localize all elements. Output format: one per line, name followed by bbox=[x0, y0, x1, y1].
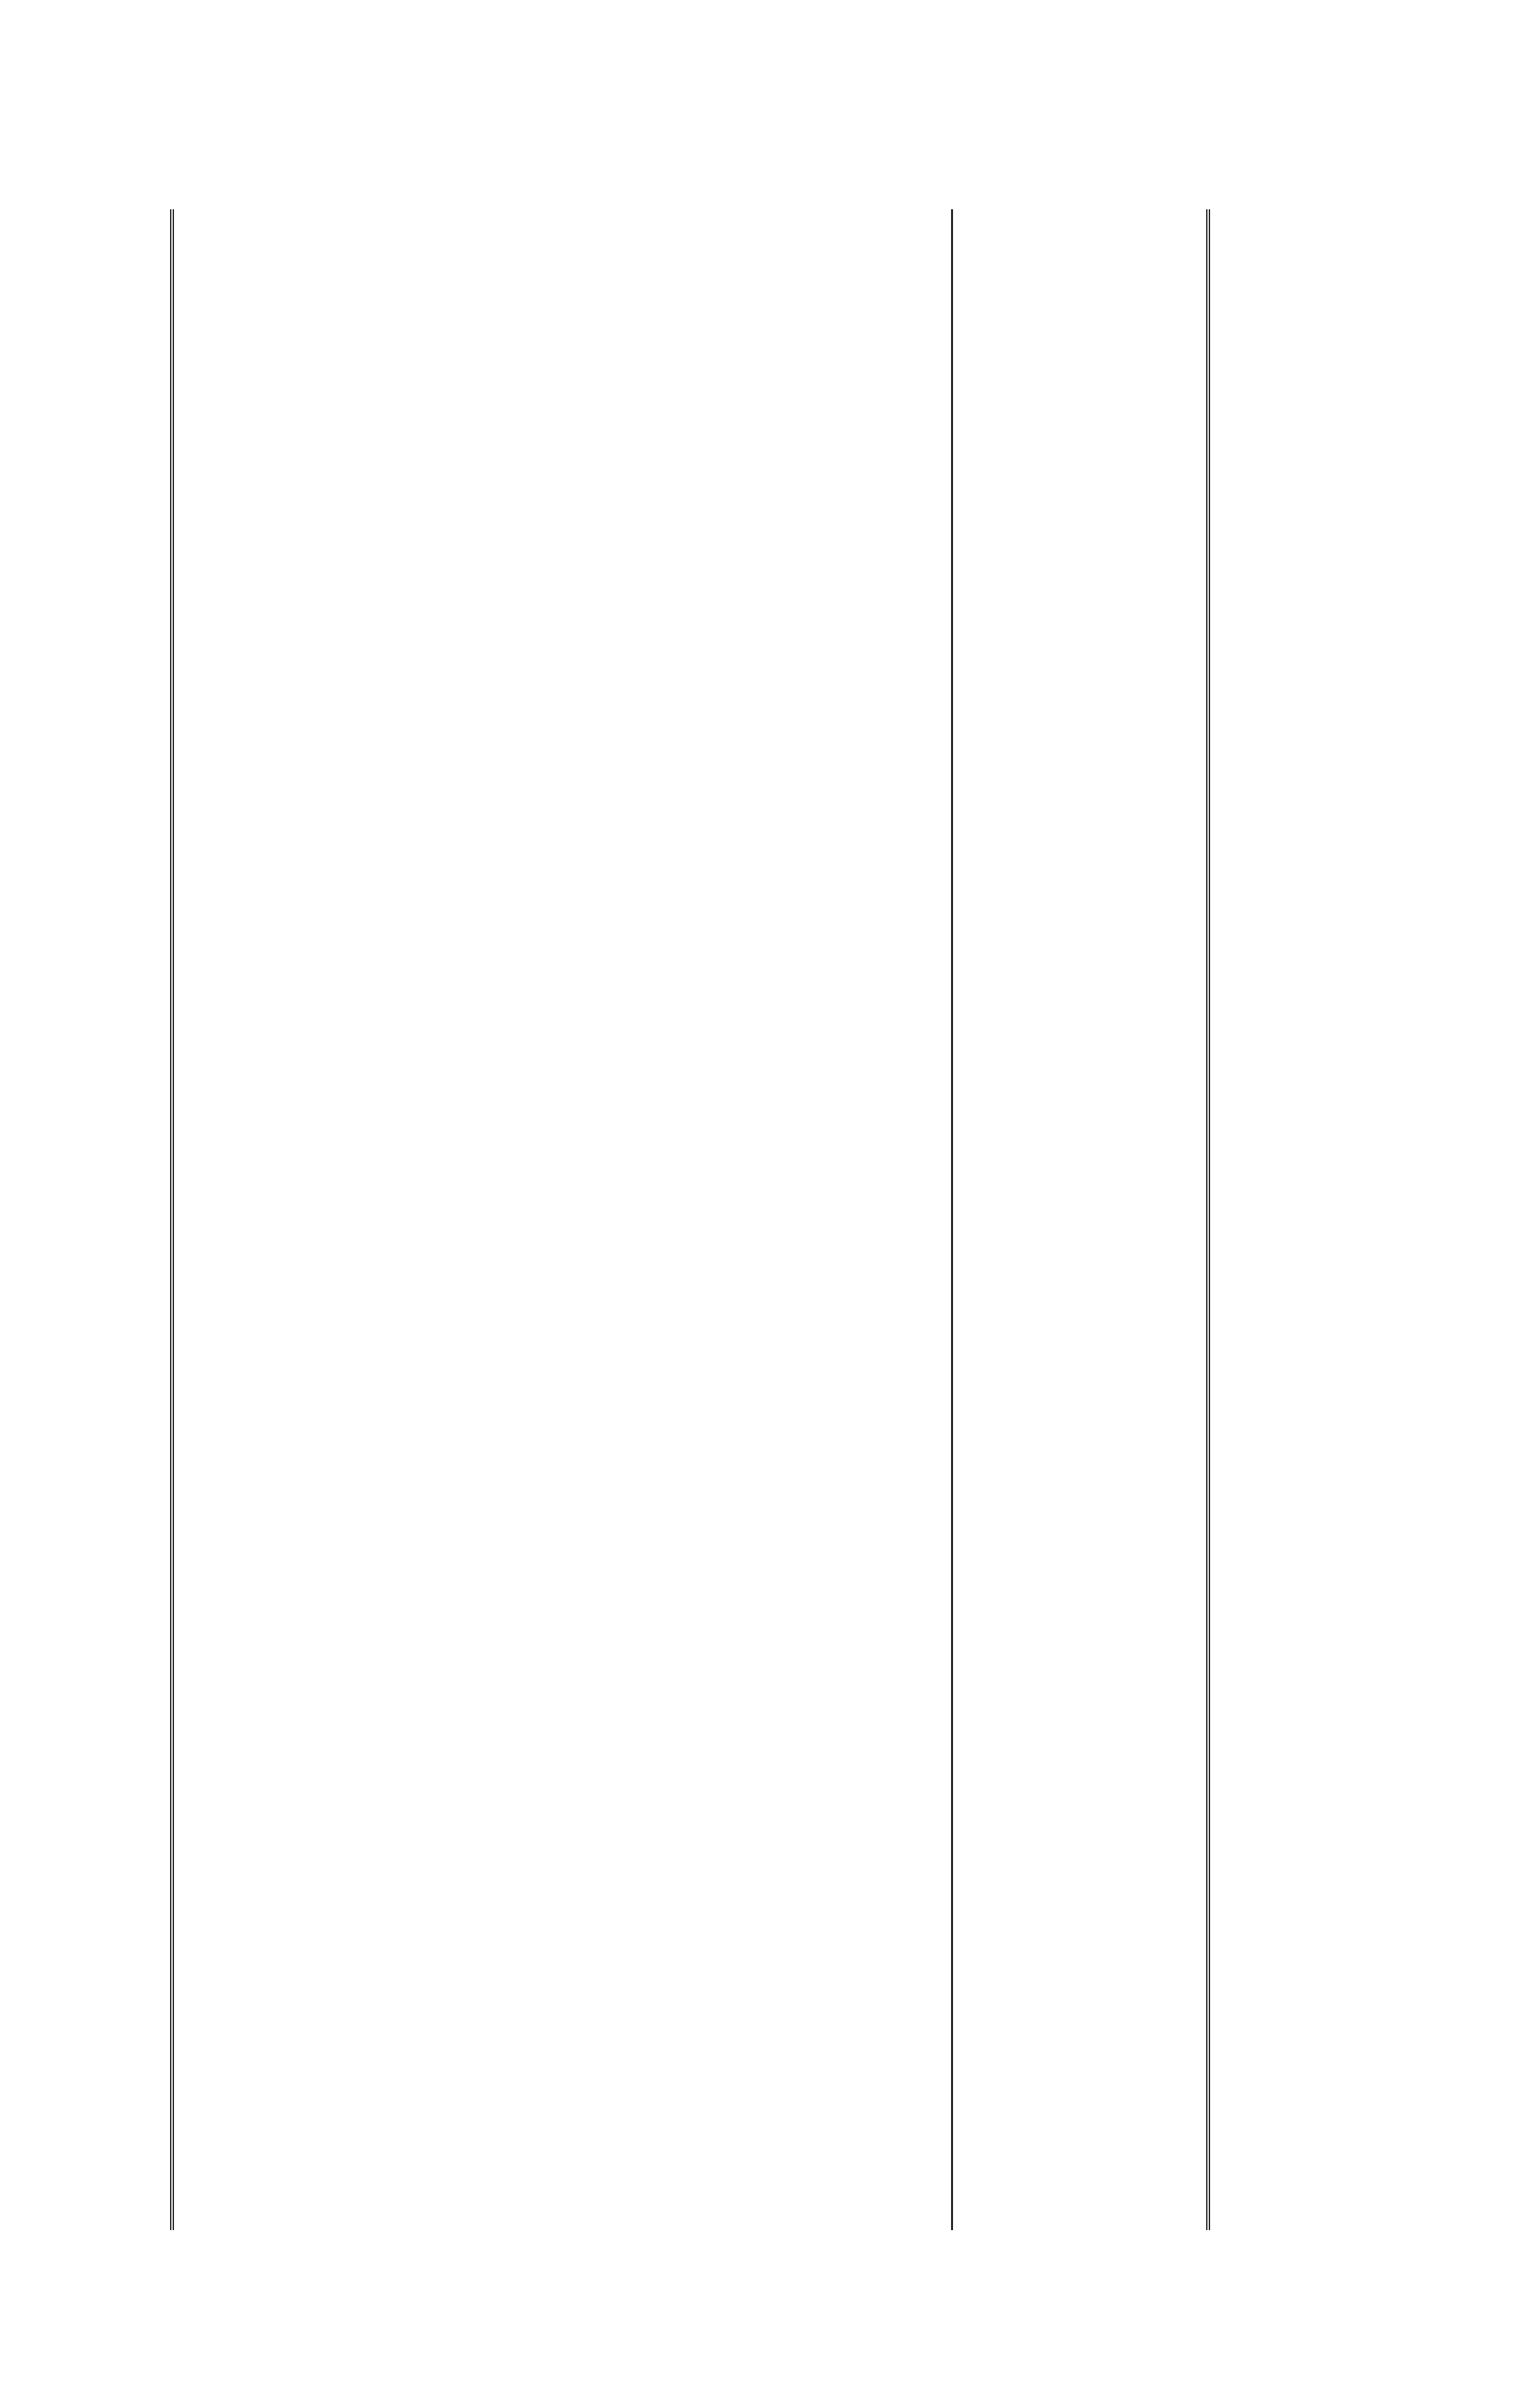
table-header-row bbox=[951, 209, 1206, 2230]
casualty-table bbox=[170, 209, 1210, 2230]
table-body bbox=[173, 209, 951, 2230]
rotated-table-block bbox=[170, 209, 1341, 2230]
table-title bbox=[1236, 209, 1341, 2230]
